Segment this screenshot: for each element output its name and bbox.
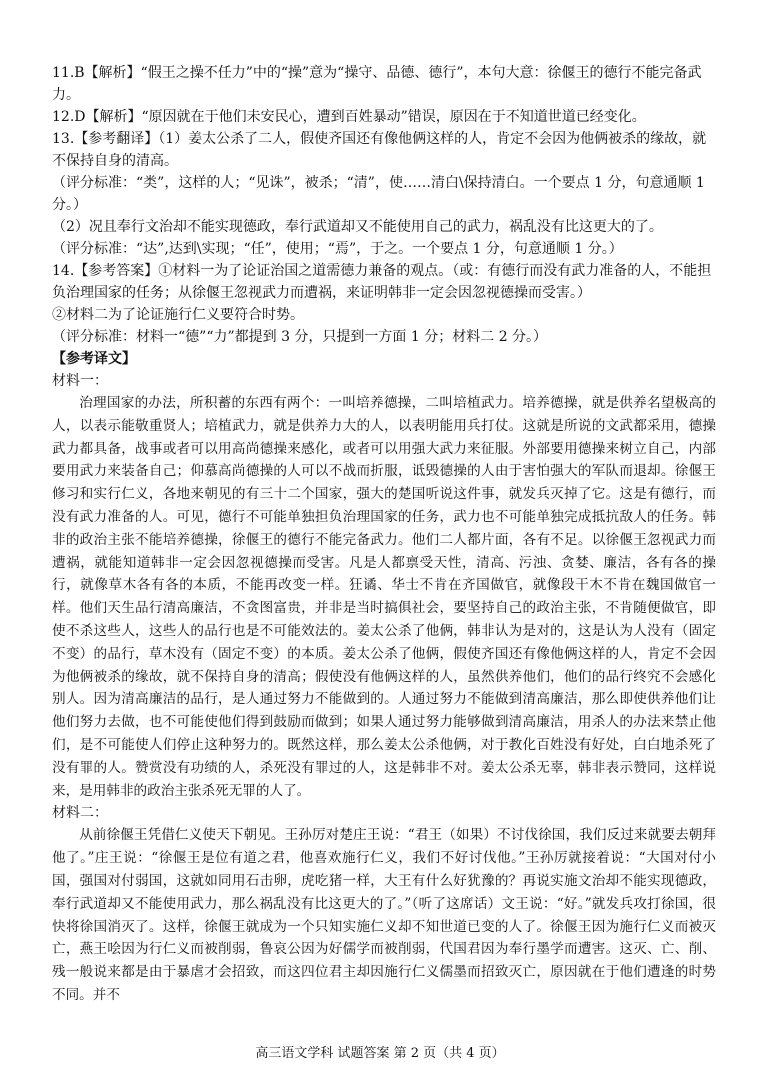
answer-item-13-2: （2）况且奉行文治却不能实现德政，奉行武道却又不能使用自己的武力，祸乱没有比这更大的了。 — [52, 219, 663, 235]
answer-item-12: 12.D【解析】“原因就在于他们未安民心，遭到百姓暴动”错误，原因在于不知道世道已经变化。 — [52, 109, 646, 125]
translation-heading: 【参考译文】 — [52, 351, 136, 367]
material1-paragraph: 治理国家的办法，所积蓄的东西有两个：一叫培养德操，二叫培植武力。培养德操，就是供养名望极高的人，以表示能敬重贤人；培植武力，就是供养力大的人，以表明能用兵打仗。这就是所说的文武都采用，德操武力都具备，战事或者可以用高尚德操来感化，或者可以用强大武力来征服。外部要用德操来树立自己，内部要用武力来装备自己；仰慕高尚德操的人可以不战而折服，诋毁德操的人由于害怕强大的军队而退却。徐偃王修习和实行仁义，各地来朝见的有三十二个国家，强大的楚国听说这件事，就发兵灭掉了它。这是有德行，而没有武力准备的人。可见，德行不可能单独担负治理国家的任务，武力也不可能单独完成抵抗敌人的任务。韩非的政治主张不能培养德操，徐偃王的德行不能完备武力。他们二人都片面，各有不足。以徐偃王忽视武力而遭祸，就能知道韩非一定会因忽视德操而受害。凡是人都禀受天性，清高、污浊、贪婪、廉洁，各有各的操行，就像草木各有各的本质，不能再改变一样。狂谲、华士不肯在齐国做官，就像段干木不肯在魏国做官一样。他们天生品行清高廉洁，不贪图富贵，并非是当时搞俱社会，要坚持自己的政治主张，不肯随便做官，即使不杀这些人，这些人的品行也是不可能效法的。姜太公杀了他俩，韩非认为是对的，这是认为人没有（固定不变）的品行，草木没有（固定不变）的本质。姜太公杀了他俩，假使齐国还有像他俩这样的人，肯定不会因为他俩被杀的缘故，就不保持自身的清高；假使没有他俩这样的人，虽然供养他们，他们的品行终究不会感化别人。因为清高廉洁的品行，是人通过努力不能做到的。人通过努力不能做到清高廉洁，那么即使供养他们让他们努力去做，也不可能使他们得到鼓励而做到；如果人通过努力能够做到清高廉洁，用杀人的办法来禁止他们，是不可能使人们停止这种努力的。既然这样，那么姜太公杀他俩，对于教化百姓没有好处，白白地杀死了没有罪的人。赞赏没有功绩的人，杀死没有罪过的人，这是韩非不对。姜太公杀无辜，韩非表示赞同，这样说来，是用韩非的政治主张杀死无罪的人了。 — [52, 395, 716, 799]
material1-label: 材料一： — [52, 373, 108, 389]
material2-paragraph: 从前徐偃王凭借仁义使天下朝见。王孙厉对楚庄王说：“君王（如果）不讨伐徐国，我们反过来就要去朝拜他了。”庄王说：“徐偃王是位有道之君，他喜欢施行仁义，我们不好讨伐他。”王孙厉就接着说：“大国对付小国，强国对付弱国，这就如同用石击卵，虎吃猪一样，大王有什么好犹豫的？再说实施文治却不能实现德政，奉行武道却又不能使用武力，那么祸乱没有比这更大的了。”（听了这席话）文王说：“好。”就发兵攻打徐国，很快将徐国消灭了。这样，徐偃王就成为一个只知实施仁义却不知世道已变的人了。徐偃王因为施行仁义而被灭亡，燕王哙因为行仁义而被削弱，鲁哀公因为好儒学而被削弱，代国君因为奉行墨学而遭害。这灭、亡、削、残一般说来都是由于暴虐才会招致，而这四位君主却因施行仁义儒墨而招致灭亡，原因就在于他们遭逢的时势不同。并不 — [52, 827, 716, 1003]
scoring-note-13-2: （评分标准：“达”,达到\实现；“任”，使用；“焉”，于之。一个要点 1 分，句意通顺 1 分。） — [52, 241, 623, 257]
answer-item-13: 13.【参考翻译】（1）姜太公杀了二人，假使齐国还有像他俩这样的人，肯定不会因为他俩被杀的缘故，就不保持自身的清高。 — [52, 131, 707, 169]
scoring-note-14: （评分标准：材料一“德”“力”都提到 3 分，只提到一方面 1 分；材料二 2 分。） — [52, 329, 548, 345]
material2-label: 材料二： — [52, 805, 108, 822]
answer-item-14: 14.【参考答案】①材料一为了论证治国之道需德力兼备的观点。（或：有德行而没有武力准备的人，不能担负治理国家的任务；从徐偃王忽视武力而遭祸，来证明韩非一定会因忽视德操而受害。） — [52, 263, 712, 301]
scoring-note-13-1: （评分标准：“类”，这样的人；“见诛”，被杀；“清”，使……清白\保持清白。一个要点 1 分，句意通顺 1 分。） — [52, 175, 705, 213]
page-footer: 高三语文学科 试题答案 第 2 页（共 4 页） — [255, 1046, 505, 1061]
answer-item-11: 11.B【解析】“假王之操不任力”中的“操”意为“操守、品德、德行”，本句大意：徐偃王的德行不能完备武力。 — [52, 65, 702, 103]
answer-item-14-2: ②材料二为了论证施行仁义要符合时势。 — [52, 307, 304, 323]
